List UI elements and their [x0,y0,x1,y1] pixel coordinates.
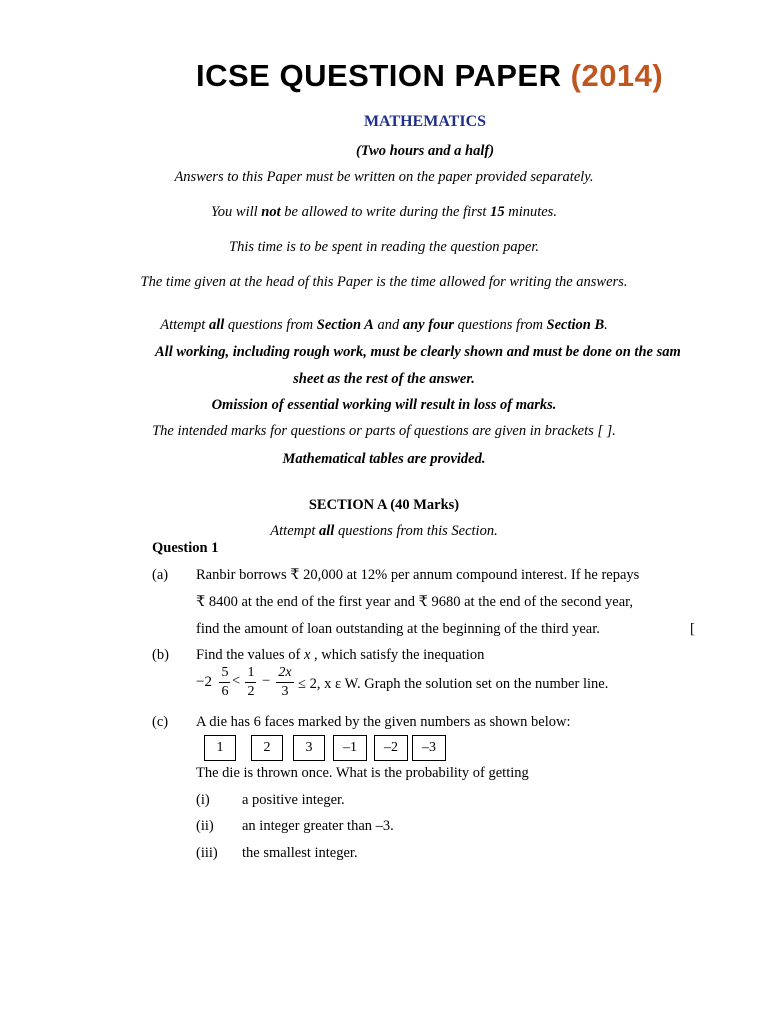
die-face-1: 1 [204,735,236,761]
instruction-line-10: Mathematical tables are provided. [282,451,486,467]
part-c-line-2: The die is thrown once. What is the probability of getting [196,765,529,781]
paper-title-year: (2014) [570,58,664,93]
instruction-line-9: The intended marks for questions or parts of questions are given in brackets [ ]. [152,423,616,439]
instruction-line-8: Omission of essential working will result in loss of marks. [211,397,557,413]
die-face-4: –1 [333,735,367,761]
subpart-label: (ii) [196,818,214,834]
part-b-line-1: Find the values of x , which satisfy the inequation [196,647,485,663]
instruction-line-3: This time is to be spent in reading the question paper. [229,239,539,255]
question-title: Question 1 [152,540,219,556]
paper-title-main: ICSE QUESTION PAPER [196,58,562,93]
subject-heading: MATHEMATICS [363,113,487,130]
fraction-1-numerator: 5 [221,665,229,680]
subpart-text: an integer greater than –3. [242,818,394,834]
part-a-bracket: [ [690,621,695,637]
subpart-text: the smallest integer. [242,845,358,861]
part-a-line-3: find the amount of loan outstanding at the beginning of the third year. [196,621,600,637]
section-heading: SECTION A (40 Marks) [308,497,460,513]
fraction-3-numerator: 2x [278,665,292,680]
less-than-sign: < [232,673,241,689]
instruction-line-7: sheet as the rest of the answer. [293,371,475,387]
part-a-label: (a) [152,567,169,583]
fraction-3-bar [276,682,294,683]
fraction-2-denominator: 2 [247,684,255,699]
die-face-6: –3 [412,735,446,761]
fraction-3-denominator: 3 [281,684,289,699]
part-c-line-1: A die has 6 faces marked by the given numbers as shown below: [196,714,571,730]
subpart-label: (i) [196,792,210,808]
fraction-1-bar [219,682,230,683]
instruction-line-6: All working, including rough work, must be clearly shown and must be done on the sam [155,344,681,360]
duration: (Two hours and a half) [355,143,495,159]
minus-sign: − [262,673,271,689]
section-note: Attempt all questions from this Section. [270,523,498,539]
instruction-line-4: The time given at the head of this Paper is the time allowed for writing the answers. [140,274,628,290]
die-face-5: –2 [374,735,408,761]
part-a-line-2: ₹ 8400 at the end of the first year and ₹ 9680 at the end of the second year, [196,594,634,610]
subpart-text: a positive integer. [242,792,345,808]
subpart-label: (iii) [196,845,218,861]
fraction-2-bar [245,682,256,683]
part-b-inequation-rest: ≤ 2, x ε W. Graph the solution set on the number line. [298,676,609,692]
fraction-2-numerator: 1 [247,665,255,680]
paper-title [196,58,663,94]
part-c-label: (c) [152,714,169,730]
fraction-1-denominator: 6 [221,684,229,699]
part-b-minus-two: −2 [196,674,212,690]
die-face-3: 3 [293,735,325,761]
instruction-line-2: You will not be allowed to write during the first 15 minutes. [211,204,557,220]
part-a-line-1: Ranbir borrows ₹ 20,000 at 12% per annum compound interest. If he repays [196,567,640,583]
part-b-label: (b) [152,647,169,663]
die-face-2: 2 [251,735,283,761]
instruction-line-1: Answers to this Paper must be written on the paper provided separately. [174,169,594,185]
instruction-line-5: Attempt all questions from Section A and any four questions from Section B. [160,317,608,333]
